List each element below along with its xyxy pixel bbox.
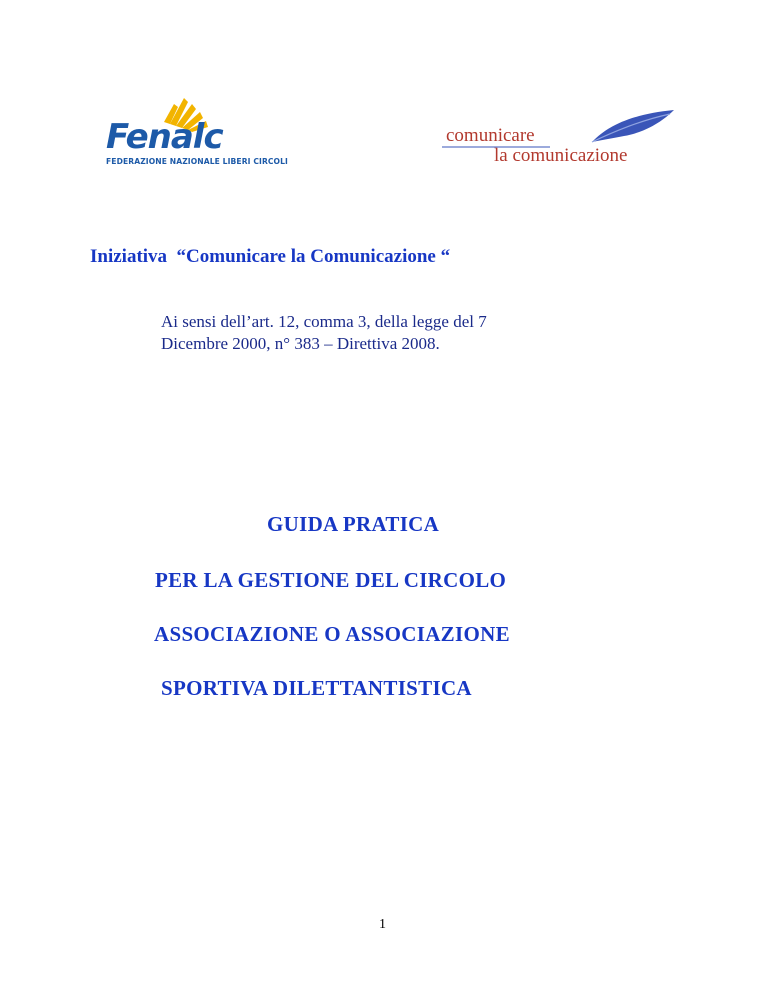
legal-reference-line: Dicembre 2000, n° 383 – Direttiva 2008. bbox=[161, 334, 440, 353]
fenalc-subtitle: FEDERAZIONE NAZIONALE LIBERI CIRCOLI bbox=[106, 157, 288, 166]
comunicare-logo bbox=[442, 106, 692, 170]
legal-reference bbox=[161, 311, 487, 355]
fenalc-logo bbox=[104, 98, 286, 170]
fenalc-wordmark: Fenalc bbox=[106, 117, 223, 157]
main-heading: GUIDA PRATICA bbox=[267, 512, 440, 536]
subheading: SPORTIVA DILETTANTISTICA bbox=[161, 676, 472, 700]
subheading: PER LA GESTIONE DEL CIRCOLO bbox=[155, 568, 507, 592]
comunicare-line2: la comunicazione bbox=[494, 145, 628, 166]
subheading: ASSOCIAZIONE O ASSOCIAZIONE bbox=[154, 622, 510, 646]
initiative-title: Iniziativa “Comunicare la Comunicazione “ bbox=[90, 246, 451, 267]
comunicare-line1: comunicare bbox=[446, 125, 535, 146]
legal-reference-line: Ai sensi dell’art. 12, comma 3, della legge del 7 bbox=[161, 312, 487, 331]
page-number: 1 bbox=[379, 917, 386, 932]
